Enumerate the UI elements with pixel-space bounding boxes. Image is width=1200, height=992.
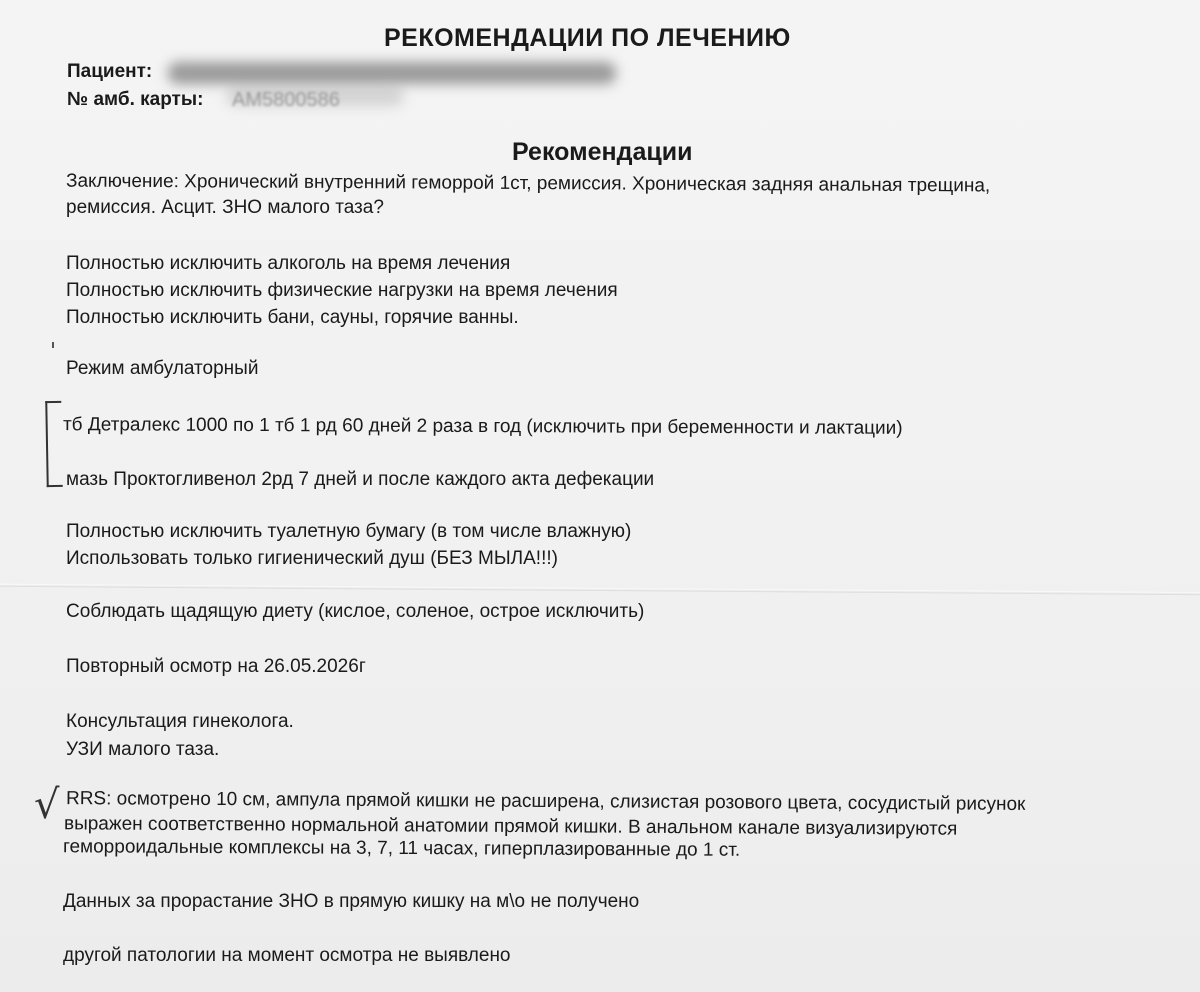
medication-ointment: мазь Проктогливенол 2рд 7 дней и после каждого акта дефекации bbox=[66, 469, 655, 490]
document-title: РЕКОМЕНДАЦИИ ПО ЛЕЧЕНИЮ bbox=[384, 24, 791, 52]
section-title: Рекомендации bbox=[512, 138, 693, 166]
rrs-line-1: RRS: осмотрено 10 см, ампула прямой кишки не расширена, слизистая розового цвета, сосудистый рисунок bbox=[65, 788, 1026, 815]
rrs-line-3: геморроидальные комплексы на 3, 7, 11 часах, гиперплазированные до 1 ст. bbox=[62, 836, 741, 861]
diet-text: Соблюдать щадящую диету (кислое, соленое, острое исключить) bbox=[66, 601, 645, 622]
no-invasion-text: Данных за прорастание ЗНО в прямую кишку на м\о не получено bbox=[63, 891, 640, 912]
followup-date: Повторный осмотр на 26.05.2026г bbox=[66, 656, 366, 677]
paper-fold bbox=[0, 584, 1200, 595]
restriction-exercise: Полностью исключить физические нагрузки на время лечения bbox=[66, 280, 618, 301]
restriction-sauna: Полностью исключить бани, сауны, горячие ванны. bbox=[66, 307, 519, 328]
rrs-line-2: выражен соответственно нормальной анатомии прямой кишки. В анальном канале визуализируются bbox=[63, 813, 958, 840]
hygiene-shower: Использовать только гигиенический душ (БЕЗ МЫЛА!!!) bbox=[66, 548, 558, 569]
no-pathology-text: другой патологии на момент осмотра не выявлено bbox=[63, 945, 511, 966]
regime-text: Режим амбулаторный bbox=[66, 358, 259, 379]
consult-ultrasound: УЗИ малого таза. bbox=[66, 739, 220, 760]
hygiene-no-paper: Полностью исключить туалетную бумагу (в том числе влажную) bbox=[66, 521, 632, 542]
consult-gynecologist: Консультация гинеколога. bbox=[66, 711, 294, 732]
card-label: № амб. карты: bbox=[67, 89, 204, 110]
patient-label: Пациент: bbox=[67, 61, 153, 82]
pen-mark bbox=[52, 342, 54, 348]
card-number-redacted bbox=[226, 86, 404, 106]
patient-name-redacted bbox=[168, 62, 616, 84]
handwritten-bracket bbox=[45, 401, 62, 487]
handwritten-checkmark: √ bbox=[34, 782, 60, 828]
conclusion-line-2: ремиссия. Асцит. ЗНО малого таза? bbox=[66, 197, 384, 218]
restriction-alcohol: Полностью исключить алкоголь на время лечения bbox=[66, 253, 511, 274]
medication-detralex: тб Детралекс 1000 по 1 тб 1 рд 60 дней 2 раза в год (исключить при беременности и лактации) bbox=[62, 414, 903, 439]
card-number: АМ5800586 bbox=[232, 89, 340, 111]
conclusion-line-1: Заключение: Хронический внутренний геморрой 1ст, ремиссия. Хроническая задняя анальная трещина, bbox=[65, 170, 991, 197]
